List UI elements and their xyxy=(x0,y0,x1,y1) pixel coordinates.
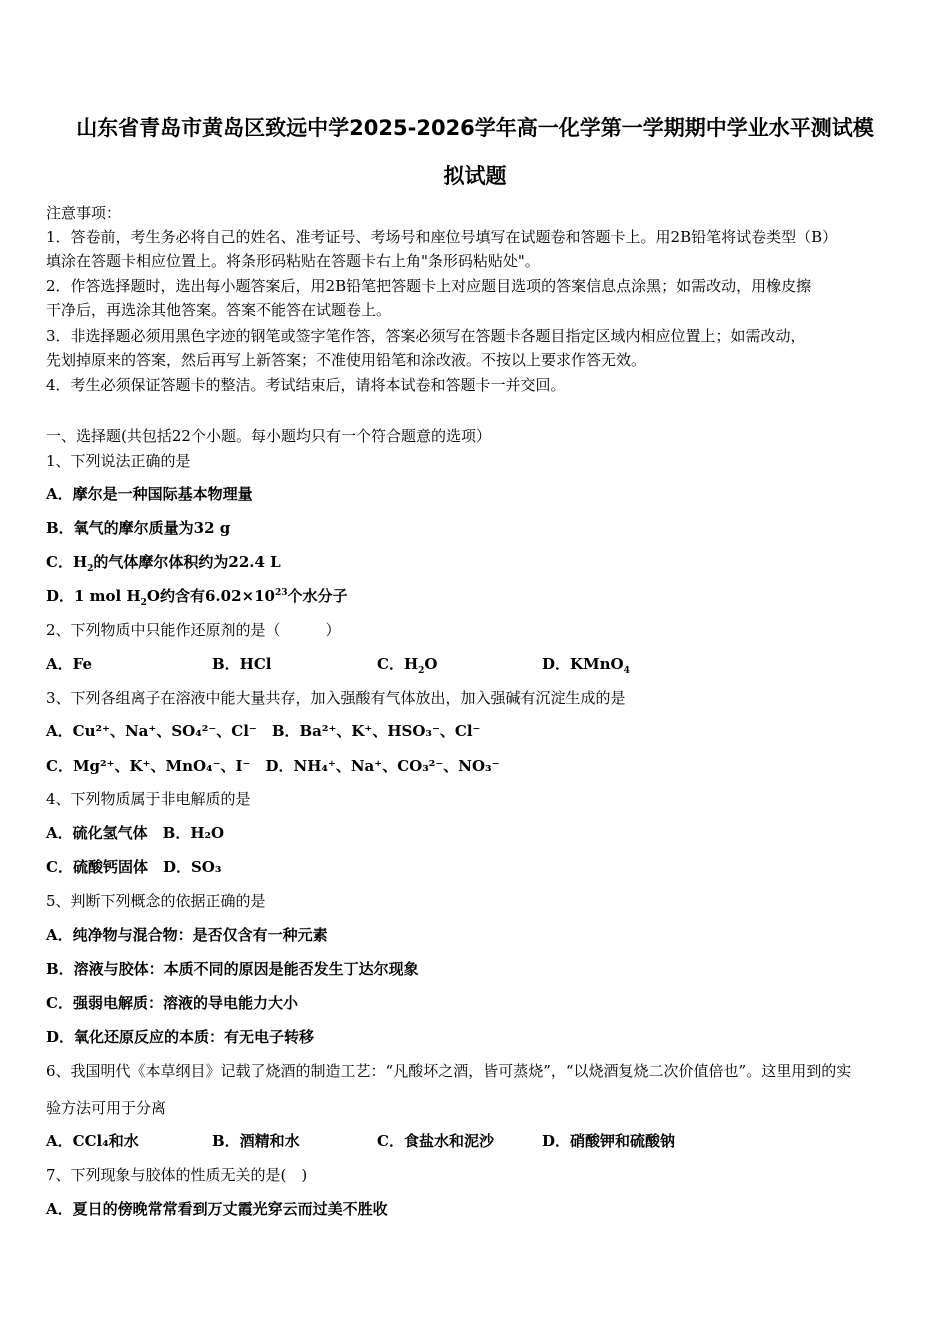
section-heading: 一、选择题(共包括22个小题。每小题均只有一个符合题意的选项） xyxy=(46,427,491,445)
notice-item-1a: 1．答卷前，考生务必将自己的姓名、准考证号、考场号和座位号填写在试题卷和答题卡上。用2B铅笔将试卷类型（B） xyxy=(46,228,838,246)
page-title-line2: 拟试题 xyxy=(443,164,507,188)
notice-item-1b: 填涂在答题卡相应位置上。将条形码粘贴在答题卡右上角"条形码粘贴处"。 xyxy=(46,252,540,270)
notice-item-2b: 干净后，再选涂其他答案。答案不能答在试题卷上。 xyxy=(46,301,392,319)
question-5-option-b: B．溶液与胶体：本质不同的原因是能否发生丁达尔现象 xyxy=(46,960,419,978)
question-2-option-d: D．KMnO$_4$ xyxy=(542,655,630,676)
question-6-stem-line1: 6、我国明代《本草纲目》记载了烧酒的制造工艺：“凡酸坏之酒，皆可蒸烧”，“以烧酒复烧二次价值倍也”。这里用到的实 xyxy=(46,1062,852,1080)
question-6-option-a: A．CCl₄和水 xyxy=(46,1132,139,1150)
question-4-options-cd: C．硫酸钙固体 D．SO₃ xyxy=(46,858,222,876)
notice-item-4: 4．考生必须保证答题卡的整洁。考试结束后，请将本试卷和答题卡一并交回。 xyxy=(46,376,566,394)
question-3-options-cd: C．Mg²⁺、K⁺、MnO₄⁻、I⁻ D．NH₄⁺、Na⁺、CO₃²⁻、NO₃⁻ xyxy=(46,757,500,775)
question-1-option-a: A．摩尔是一种国际基本物理量 xyxy=(46,485,253,503)
question-5-option-a: A．纯净物与混合物：是否仅含有一种元素 xyxy=(46,926,328,944)
notice-heading: 注意事项： xyxy=(46,204,122,222)
notice-item-3b: 先划掉原来的答案，然后再写上新答案；不准使用铅笔和涂改液。不按以上要求作答无效。 xyxy=(46,351,647,369)
question-4-options-ab: A．硫化氢气体 B．H₂O xyxy=(46,824,225,842)
question-7-stem: 7、下列现象与胶体的性质无关的是( ) xyxy=(46,1166,308,1184)
question-1-option-c: C．$H_2$的气体摩尔体积约为22.4 L xyxy=(46,553,281,574)
question-1-stem: 1、下列说法正确的是 xyxy=(46,452,191,470)
question-1-option-b: B．氧气的摩尔质量为32 g xyxy=(46,519,231,537)
question-6-option-b: B．酒精和水 xyxy=(212,1132,300,1150)
question-5-option-c: C．强弱电解质：溶液的导电能力大小 xyxy=(46,994,298,1012)
question-5-stem: 5、判断下列概念的依据正确的是 xyxy=(46,892,266,910)
question-6-option-d: D．硝酸钾和硫酸钠 xyxy=(542,1132,676,1150)
question-6-stem-line2: 验方法可用于分离 xyxy=(46,1099,167,1117)
question-2-option-a: A．Fe xyxy=(46,655,93,673)
question-5-option-d: D．氧化还原反应的本质：有无电子转移 xyxy=(46,1028,315,1046)
question-1-option-d: D．1 mol $H_2O$约含有$6.02\times 10^{23}$个水分子 xyxy=(46,587,348,608)
question-3-options-ab: A．Cu²⁺、Na⁺、SO₄²⁻、Cl⁻ B．Ba²⁺、K⁺、HSO₃⁻、Cl⁻ xyxy=(46,722,481,740)
question-3-stem: 3、下列各组离子在溶液中能大量共存，加入强酸有气体放出，加入强碱有沉淀生成的是 xyxy=(46,689,626,707)
question-2-option-b: B．HCl xyxy=(212,655,272,673)
question-7-option-a: A．夏日的傍晚常常看到万丈霞光穿云而过美不胜收 xyxy=(46,1200,388,1218)
question-2-stem: 2、下列物质中只能作还原剂的是（ ） xyxy=(46,621,341,639)
question-2-option-c: C．$H_2O$ xyxy=(377,655,438,676)
question-6-option-c: C．食盐水和泥沙 xyxy=(377,1132,494,1150)
notice-item-2a: 2．作答选择题时，选出每小题答案后，用2B铅笔把答题卡上对应题目选项的答案信息点涂黑；如需改动，用橡皮擦 xyxy=(46,277,812,295)
notice-item-3a: 3．非选择题必须用黑色字迹的钢笔或签字笔作答，答案必须写在答题卡各题目指定区域内相应位置上；如需改动， xyxy=(46,327,806,345)
question-4-stem: 4、下列物质属于非电解质的是 xyxy=(46,790,251,808)
page-title-line1: 山东省青岛市黄岛区致远中学2025-2026学年高一化学第一学期期中学业水平测试模 xyxy=(76,116,874,140)
